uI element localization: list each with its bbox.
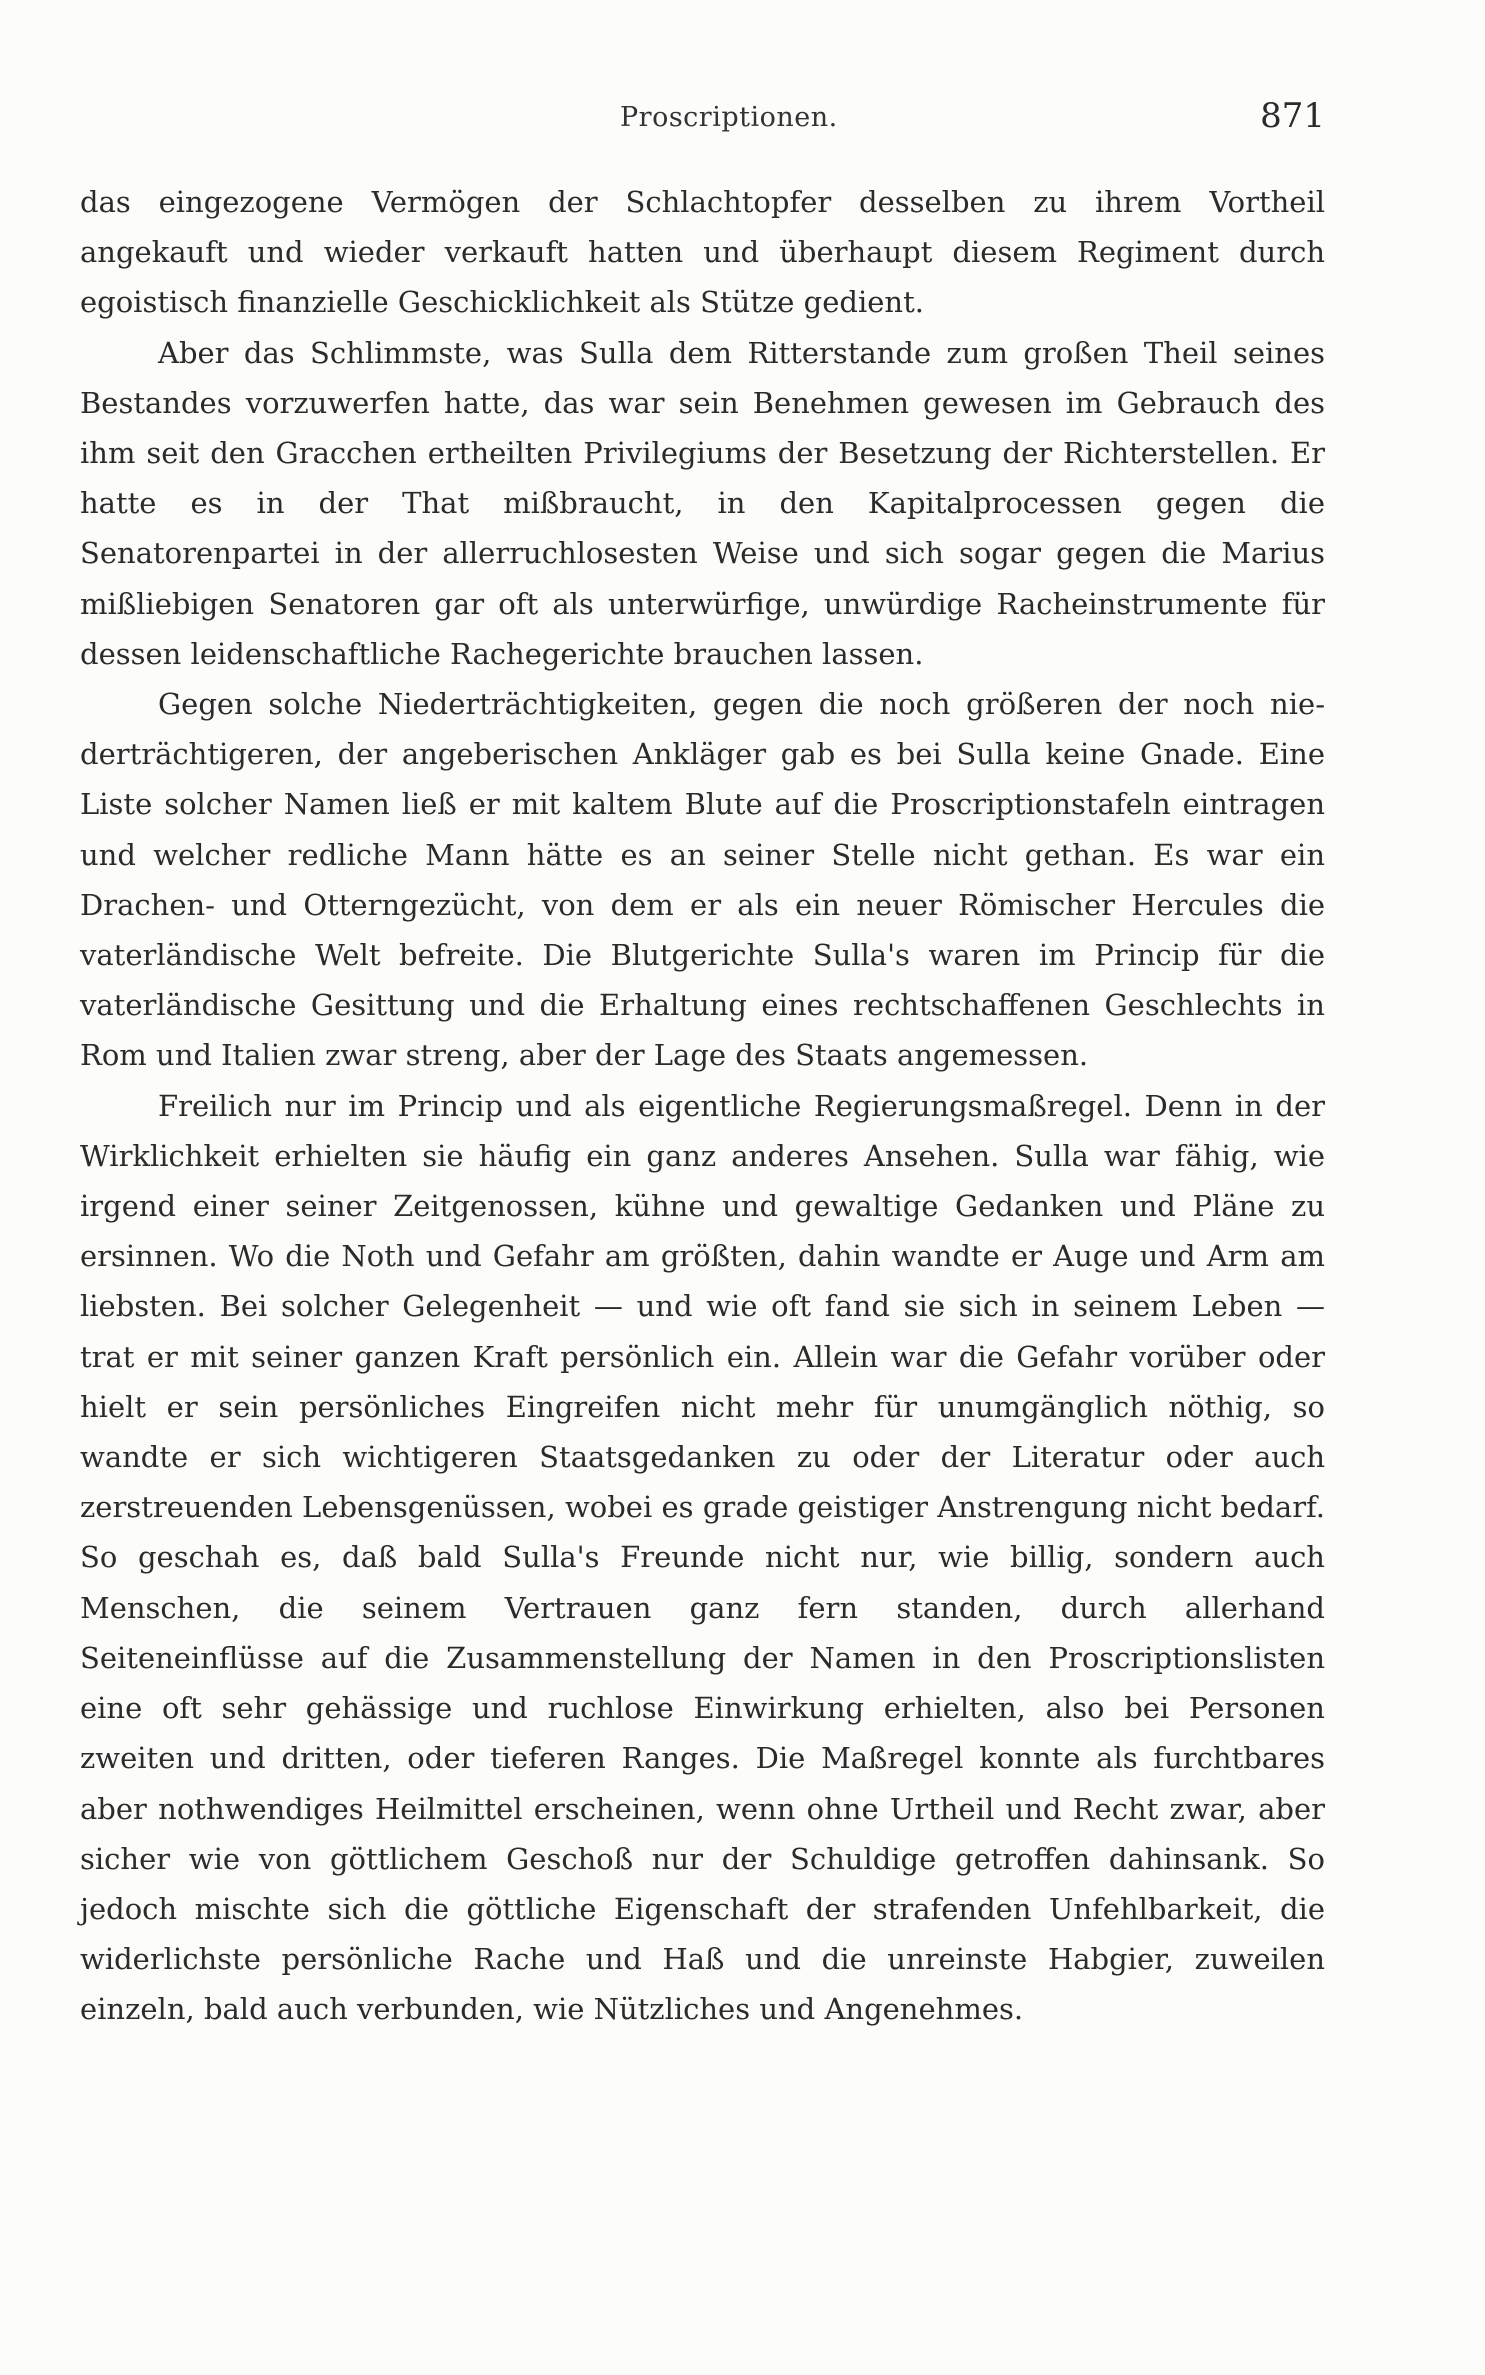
body-text [80,177,1325,2035]
page-header [80,96,1325,156]
paragraph: Freilich nur im Princip und als eigentliche Regierungsmaßregel. Denn in der Wirklichkeit erhielten sie häufig ein ganz anderes Ansehen. Sulla war fähig, wie irgend einer seiner Zeitgenossen, kühne und gewaltige Gedanken und Pläne zu ersinnen. Wo die Noth und Gefahr am größten, dahin wandte er Auge und Arm am liebsten. Bei solcher Gelegenheit — und wie oft fand sie sich in seinem Leben — trat er mit seiner ganzen Kraft persönlich ein. Allein war die Gefahr vorüber oder hielt er sein persönliches Eingreifen nicht mehr für unumgänglich nöthig, so wandte er sich wichtigeren Staatsgedanken zu oder der Literatur oder auch zerstreuenden Lebensgenüssen, wobei es grade geistiger Anstrengung nicht bedarf. So geschah es, daß bald Sulla's Freunde nicht nur, wie billig, sondern auch Menschen, die seinem Vertrauen ganz fern standen, durch allerhand Seiteneinflüsse auf die Zusammenstellung der Namen in den Proscriptionslisten eine oft sehr gehässige und ruchlose Einwirkung erhielten, also bei Personen zweiten und dritten, oder tieferen Ranges. Die Maßregel konnte als furchtbares aber nothwendiges Heilmittel erscheinen, wenn ohne Urtheil und Recht zwar, aber sicher wie von göttlichem Geschoß nur der Schuldige getroffen dahinsank. So jedoch mischte sich die göttliche Eigenschaft der strafenden Unfehlbarkeit, die widerlichste persönliche Rache und Haß und die unreinste Habgier, zuweilen einzeln, bald auch verbunden, wie Nützliches und Angenehmes. [80,1088,1325,2027]
paragraph: Aber das Schlimmste, was Sulla dem Ritterstande zum großen Theil seines Bestandes vorzuwerfen hatte, das war sein Benehmen gewesen im Gebrauch des ihm seit den Gracchen ertheilten Privilegiums der Besetzung der Richterstellen. Er hatte es in der That mißbraucht, in den Kapitalprocessen gegen die Senatorenpartei in der allerruchlosesten Weise und sich sogar gegen die Marius mißliebigen Senatoren gar oft als unterwürfige, unwürdige Racheinstrumente für dessen leidenschaftliche Rachegerichte brauchen lassen. [80,335,1325,671]
page-number: 871 [1260,96,1325,136]
paragraph: das eingezogene Vermögen der Schlachtopfer desselben zu ihrem Vortheil angekauft und wieder verkauft hatten und überhaupt diesem Regiment durch egoistisch finanzielle Geschicklichkeit als Stütze gedient. [80,185,1325,320]
paragraph: Gegen solche Niederträchtigkeiten, gegen die noch größeren der noch niederträchtigeren, der angeberischen Ankläger gab es bei Sulla keine Gnade. Eine Liste solcher Namen ließ er mit kaltem Blute auf die Proscriptionstafeln eintragen und welcher redliche Mann hätte es an seiner Stelle nicht gethan. Es war ein Drachen- und Otterngezücht, von dem er als ein neuer Römischer Hercules die vaterländische Welt befreite. Die Blutgerichte Sulla's waren im Princip für die vaterländische Gesittung und die Erhaltung eines rechtschaffenen Geschlechts in Rom und Italien zwar streng, aber der Lage des Staats angemessen. [80,687,1325,1073]
running-title: Proscriptionen. [620,102,838,133]
